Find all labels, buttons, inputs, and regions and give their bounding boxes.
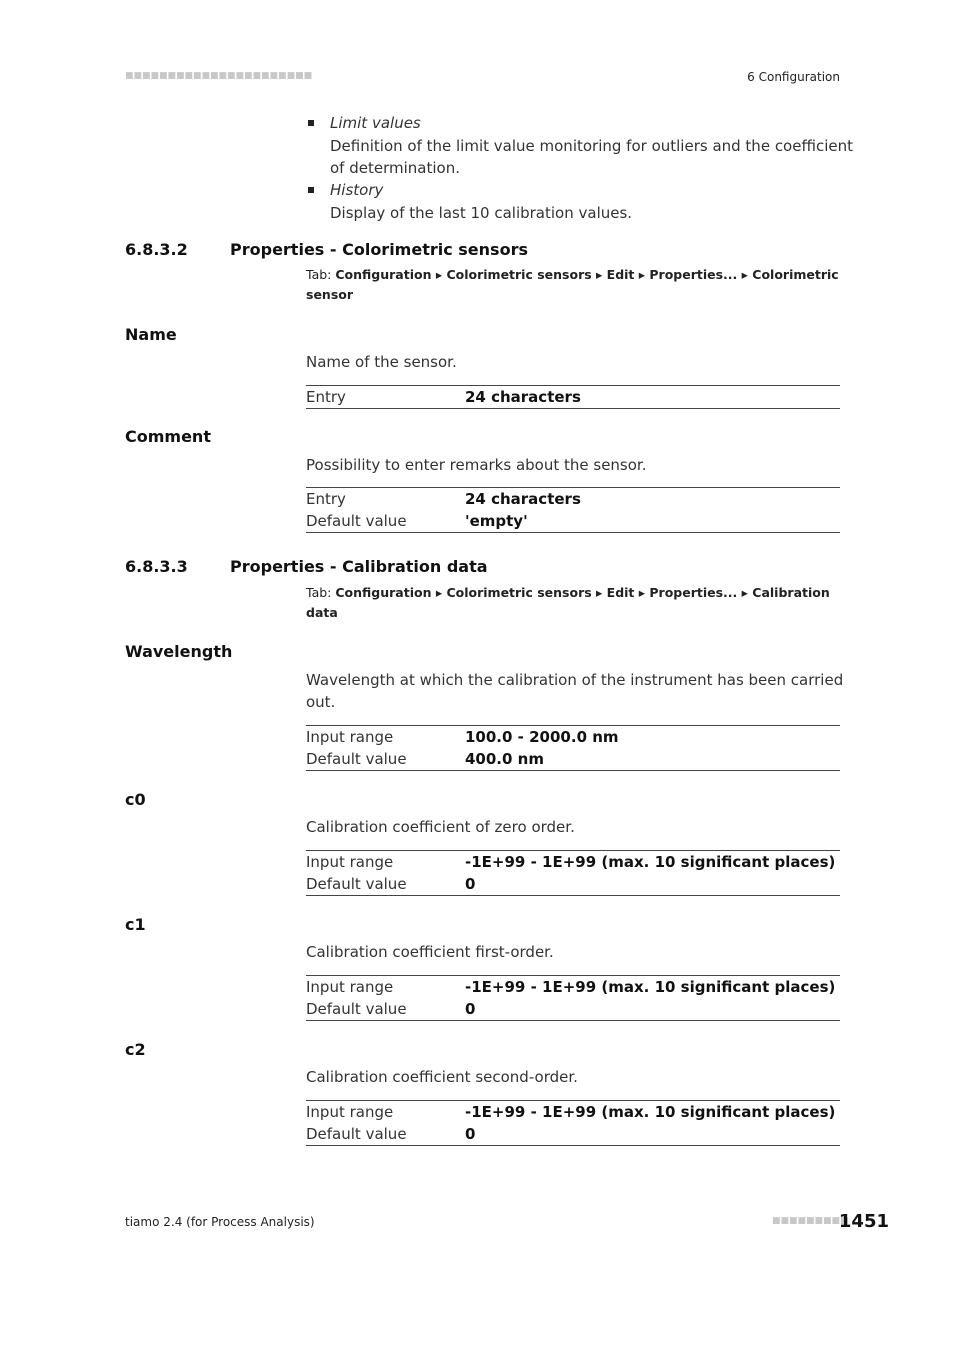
row-key: Default value xyxy=(306,1000,407,1018)
page-number: 1451 xyxy=(838,1211,889,1232)
param-c2-desc: Calibration coefficient second-order. xyxy=(306,1068,578,1086)
bullet-desc: Definition of the limit value monitoring for outliers and the coefficient xyxy=(330,137,854,155)
row-value: 0 xyxy=(465,1000,476,1018)
row-key: Default value xyxy=(306,875,407,893)
row-value: 0 xyxy=(465,875,476,893)
param-comment-desc: Possibility to enter remarks about the sensor. xyxy=(306,456,647,474)
tab-path-line2: data xyxy=(306,605,338,620)
row-key: Entry xyxy=(306,388,346,406)
param-c0-desc: Calibration coefficient of zero order. xyxy=(306,818,575,836)
param-comment-label: Comment xyxy=(125,427,211,446)
param-c0-label: c0 xyxy=(125,790,146,809)
table-row xyxy=(306,851,840,873)
param-name-table xyxy=(306,385,840,409)
tab-path-line1: Configuration ▸ Colorimetric sensors ▸ Edit ▸ Properties... ▸ Calibration xyxy=(335,585,830,600)
param-wavelength-label: Wavelength xyxy=(125,642,233,661)
bullet-title: History xyxy=(330,181,384,199)
footer-dots: ■■■■■■■■■ xyxy=(772,1216,849,1226)
bullet-desc: Display of the last 10 calibration values. xyxy=(330,204,633,222)
row-key: Input range xyxy=(306,1103,394,1121)
bullet-desc: of determination. xyxy=(330,159,460,177)
param-name-desc: Name of the sensor. xyxy=(306,353,457,371)
param-wavelength-desc: out. xyxy=(306,693,336,711)
table-row xyxy=(306,510,840,532)
row-key: Input range xyxy=(306,853,394,871)
row-key: Input range xyxy=(306,728,394,746)
tab-prefix: Tab: xyxy=(306,267,332,282)
row-key: Default value xyxy=(306,750,407,768)
row-key: Input range xyxy=(306,978,394,996)
table-row xyxy=(306,873,840,895)
row-key: Entry xyxy=(306,490,346,508)
table-row xyxy=(306,1101,840,1123)
param-c1-table xyxy=(306,975,840,1021)
param-wavelength-desc: Wavelength at which the calibration of the instrument has been carried xyxy=(306,671,844,689)
table-row xyxy=(306,1123,840,1145)
row-value: 400.0 nm xyxy=(465,750,544,768)
row-value: 24 characters xyxy=(465,388,581,406)
chapter-title: 6 Configuration xyxy=(747,70,840,84)
section-title: Properties - Colorimetric sensors xyxy=(230,240,528,259)
bullet-marker xyxy=(308,187,314,193)
bullet-marker xyxy=(308,120,314,126)
row-key: Default value xyxy=(306,1125,407,1143)
table-row xyxy=(306,386,840,408)
footer-product: tiamo 2.4 (for Process Analysis) xyxy=(125,1215,315,1229)
row-value: -1E+99 - 1E+99 (max. 10 significant places) xyxy=(465,1103,836,1121)
bullet-title: Limit values xyxy=(330,114,421,132)
tab-path xyxy=(306,583,846,623)
table-row xyxy=(306,488,840,510)
section-number: 6.8.3.3 xyxy=(125,557,188,576)
row-key: Default value xyxy=(306,512,407,530)
tab-path-line2: sensor xyxy=(306,287,354,302)
table-row xyxy=(306,748,840,770)
row-value: -1E+99 - 1E+99 (max. 10 significant places) xyxy=(465,853,836,871)
row-value: 100.0 - 2000.0 nm xyxy=(465,728,619,746)
tab-path xyxy=(306,265,846,305)
section-title: Properties - Calibration data xyxy=(230,557,488,576)
table-row xyxy=(306,998,840,1020)
row-value: 24 characters xyxy=(465,490,581,508)
param-comment-table xyxy=(306,487,840,533)
table-row xyxy=(306,976,840,998)
param-c1-desc: Calibration coefficient first-order. xyxy=(306,943,554,961)
table-row xyxy=(306,726,840,748)
tab-prefix: Tab: xyxy=(306,585,332,600)
section-number: 6.8.3.2 xyxy=(125,240,188,259)
row-value: -1E+99 - 1E+99 (max. 10 significant places) xyxy=(465,978,836,996)
param-c1-label: c1 xyxy=(125,915,146,934)
param-name-label: Name xyxy=(125,325,177,344)
header-dots: ■■■■■■■■■■■■■■■■■■■■■■ xyxy=(125,71,313,81)
row-value: 'empty' xyxy=(465,512,528,530)
row-value: 0 xyxy=(465,1125,476,1143)
param-c2-table xyxy=(306,1100,840,1146)
param-c0-table xyxy=(306,850,840,896)
param-wavelength-table xyxy=(306,725,840,771)
tab-path-line1: Configuration ▸ Colorimetric sensors ▸ Edit ▸ Properties... ▸ Colorimetric xyxy=(335,267,839,282)
param-c2-label: c2 xyxy=(125,1040,146,1059)
